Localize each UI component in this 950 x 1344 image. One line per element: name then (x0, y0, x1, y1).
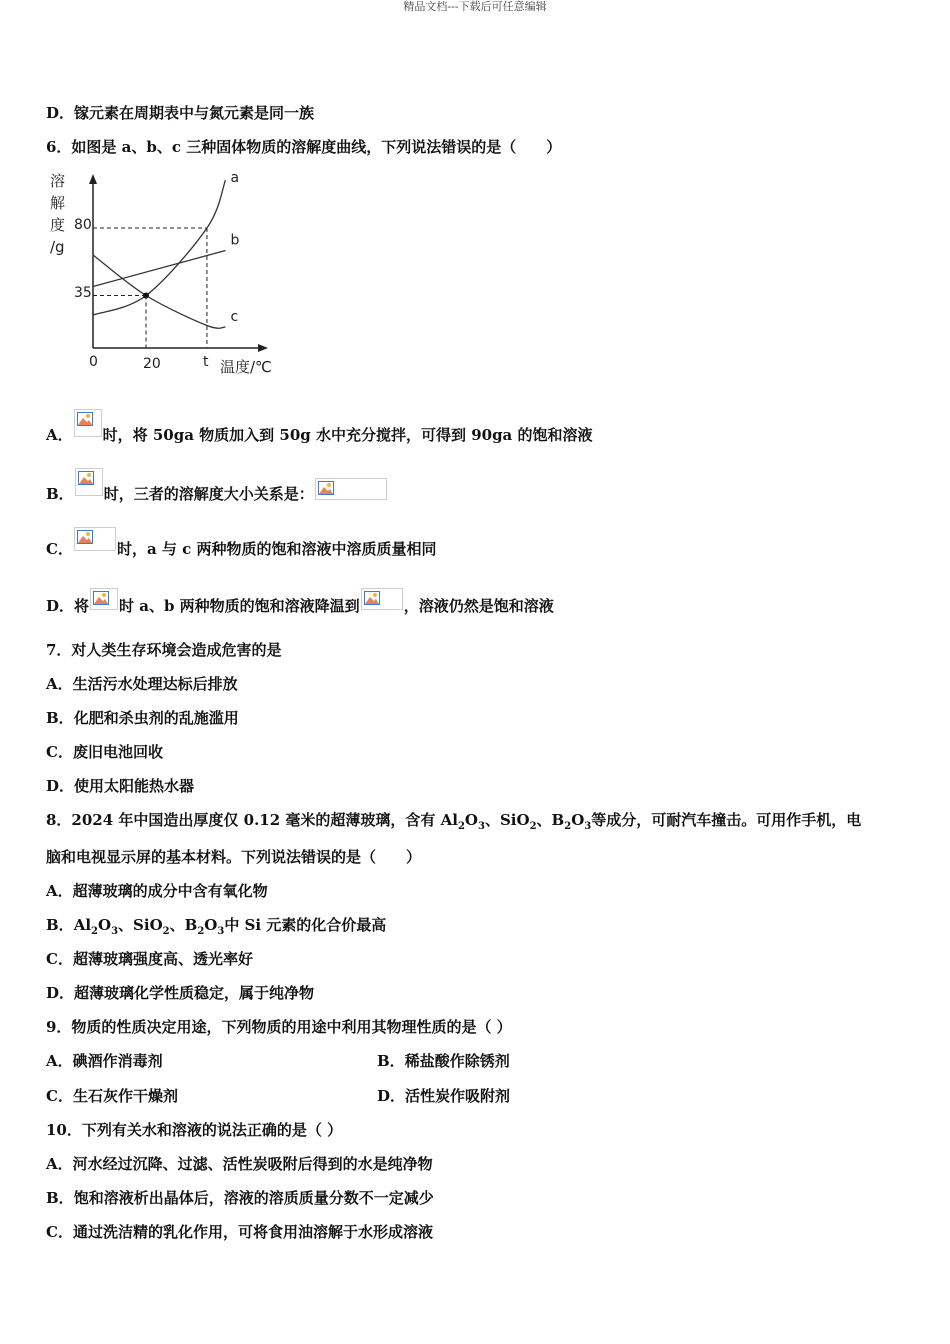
option-label: D． (46, 984, 75, 1002)
y-tick-35: 35 (74, 285, 92, 301)
broken-image-icon (75, 468, 103, 496)
q8-stem (46, 810, 861, 830)
option-label: A． (46, 1052, 73, 1070)
y-label-char: 解 (50, 194, 66, 212)
option-label: D． (46, 777, 75, 795)
y-axis-arrow (89, 174, 97, 184)
option-text: 稀盐酸作除锈剂 (404, 1052, 510, 1070)
option-text: 时 a、b 两种物质的饱和溶液降温到 (119, 597, 360, 615)
q6-option-b (46, 476, 388, 504)
q8-option-a (46, 881, 268, 901)
q10-option-a (46, 1154, 433, 1174)
x-tick-t: t (203, 354, 209, 370)
q7-option-c (46, 742, 163, 762)
broken-image-icon (74, 527, 116, 551)
page-header: 精品文档---下载后可任意编辑 (403, 0, 547, 13)
q7-option-d (46, 776, 194, 796)
q10-option-b (46, 1188, 434, 1208)
q9-option-a (46, 1051, 163, 1071)
option-text: 超薄玻璃化学性质稳定，属于纯净物 (74, 984, 315, 1002)
solubility-chart (46, 168, 286, 380)
q6-option-d (46, 594, 554, 616)
option-text: 超薄玻璃的成分中含有氧化物 (72, 882, 268, 900)
option-label: B． (377, 1052, 405, 1070)
stem-text: 8．2024 年中国造出厚度仅 0.12 毫米的超薄玻璃，含有 (46, 811, 441, 829)
y-label-char: 溶 (50, 172, 66, 190)
option-text: 将 (74, 597, 90, 615)
y-label (50, 172, 65, 256)
option-label: B． (46, 709, 74, 727)
option-text: 时，a 与 c 两种物质的饱和溶液中溶质质量相同 (116, 540, 437, 558)
curve-label-a: a (230, 170, 240, 186)
curve-c (93, 255, 226, 328)
x-tick-0: 0 (89, 354, 98, 370)
option-label: A． (46, 882, 73, 900)
x-axis-label: 温度/℃ (220, 358, 272, 376)
option-text: 饱和溶液析出晶体后，溶液的溶质质量分数不一定减少 (73, 1189, 434, 1207)
option-label: D． (377, 1087, 406, 1105)
q9-option-d (377, 1086, 510, 1106)
option-label: B． (46, 485, 74, 503)
intersection-point (143, 293, 149, 299)
y-label-char: 度 (50, 216, 66, 234)
q7-option-a (46, 674, 238, 694)
q5-option-d (46, 103, 314, 123)
option-text: 使用太阳能热水器 (74, 777, 195, 795)
curve-label-b: b (230, 232, 240, 249)
curve-b (93, 251, 226, 287)
option-label: A． (46, 1155, 73, 1173)
option-text: 生活污水处理达标后排放 (72, 675, 238, 693)
q8-stem-line2: 脑和电视显示屏的基本材料。下列说法错误的是（ ） (46, 848, 422, 866)
q6-option-c (46, 535, 436, 559)
option-text: 镓元素在周期表中与氮元素是同一族 (74, 104, 315, 122)
option-label: A． (46, 426, 73, 444)
q9-option-b (377, 1051, 510, 1071)
option-label: B． (46, 1189, 74, 1207)
option-label: A． (46, 675, 73, 693)
option-text: 时，三者的溶解度大小关系是： (103, 485, 314, 503)
broken-image-icon (74, 409, 102, 437)
option-text: ，溶液仍然是饱和溶液 (403, 597, 554, 615)
chem-formulas: $Al_2O_3$、SiO$_2$、$B_2O_3$ (73, 916, 225, 937)
curve-a (93, 180, 226, 315)
option-label: C． (46, 950, 73, 968)
option-text: 中 Si 元素的化合价最高 (224, 916, 387, 934)
option-label: D． (46, 104, 75, 122)
option-label: C． (46, 1223, 73, 1241)
option-text: 活性炭作吸附剂 (405, 1087, 511, 1105)
q9-stem: 9．物质的性质决定用途，下列物质的用途中利用其物理性质的是（ ） (46, 1018, 512, 1036)
x-tick-20: 20 (143, 356, 161, 372)
option-label: C． (46, 1087, 73, 1105)
q6-option-a (46, 417, 593, 445)
q8-option-d (46, 983, 314, 1003)
y-tick-80: 80 (74, 217, 92, 233)
broken-image-icon (361, 588, 403, 610)
option-text: 河水经过沉降、过滤、活性炭吸附后得到的水是纯净物 (72, 1155, 433, 1173)
option-text: 超薄玻璃强度高、透光率好 (72, 950, 253, 968)
q7-option-b (46, 708, 239, 728)
chem-formulas: $Al_2O_3$、SiO$_2$、$B_2O_3$ (440, 811, 592, 832)
stem-text: 等成分，可耐汽车撞击。可用作手机，电 (591, 811, 862, 829)
option-text: 生石灰作干燥剂 (72, 1087, 178, 1105)
q9-option-c (46, 1086, 178, 1106)
q10-option-c (46, 1222, 433, 1242)
q7-stem: 7．对人类生存环境会造成危害的是 (46, 641, 282, 659)
q8-option-c (46, 949, 253, 969)
x-axis-arrow (258, 344, 268, 352)
y-label-char: /g (50, 238, 65, 256)
option-label: D． (46, 597, 75, 615)
option-label: B． (46, 916, 74, 934)
option-text: 废旧电池回收 (72, 743, 163, 761)
option-label: C． (46, 743, 73, 761)
option-text: 碘酒作消毒剂 (72, 1052, 163, 1070)
option-label: C． (46, 540, 73, 558)
option-text: 时，将 50ga 物质加入到 50g 水中充分搅拌，可得到 90ga 的饱和溶液 (102, 426, 593, 444)
q8-option-b (46, 915, 386, 935)
broken-image-icon (90, 588, 118, 610)
option-text: 通过洗洁精的乳化作用，可将食用油溶解于水形成溶液 (72, 1223, 433, 1241)
curve-label-c: c (230, 309, 239, 325)
q10-stem: 10．下列有关水和溶液的说法正确的是（ ） (46, 1121, 343, 1139)
broken-image-icon (315, 478, 387, 500)
q6-stem: 6．如图是 a、b、c 三种固体物质的溶解度曲线，下列说法错误的是（ ） (46, 138, 562, 156)
option-text: 化肥和杀虫剂的乱施滥用 (73, 709, 239, 727)
